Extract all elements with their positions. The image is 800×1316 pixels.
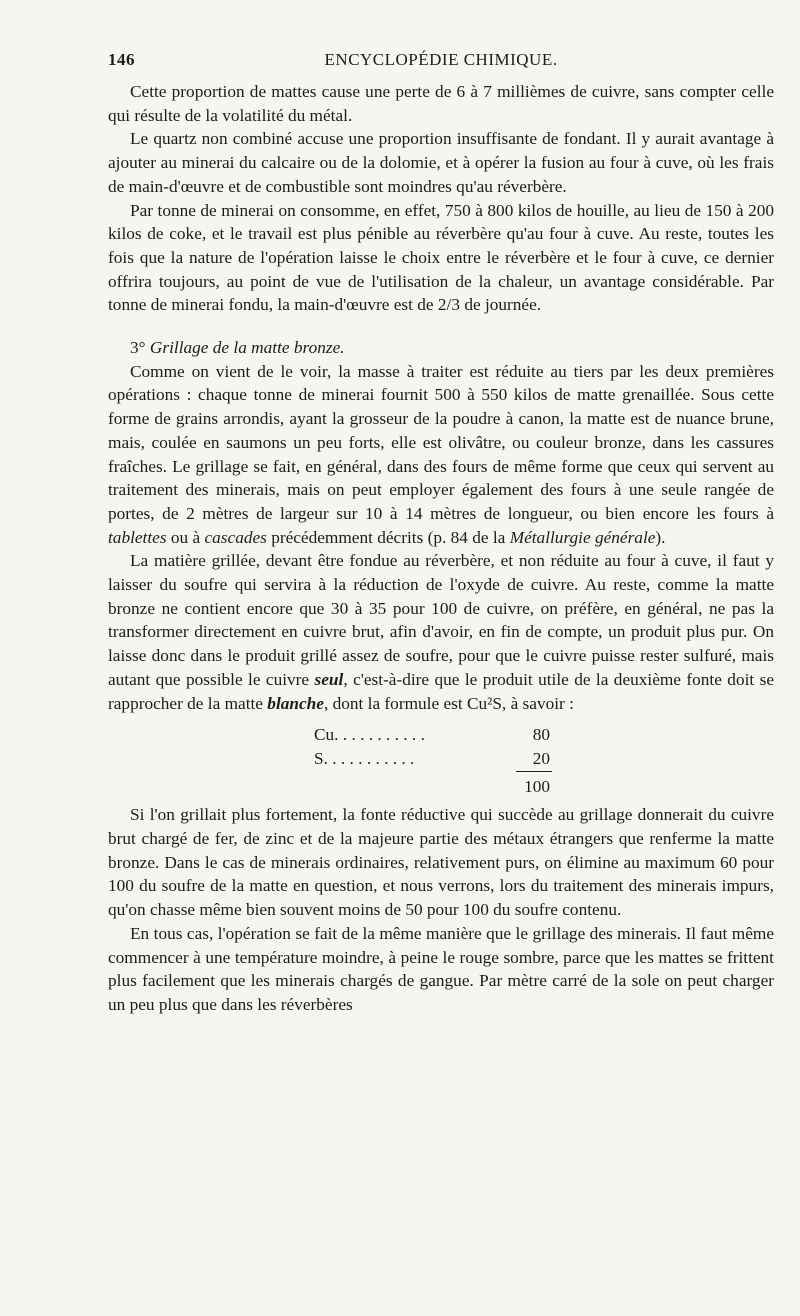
paragraph: La matière grillée, devant être fondue au réverbère, et non réduite au four à cuve, il faut y laisser du soufre qui servira à la réduction de l'oxyde de cuivre. Au reste, comme la matte bronze ne contient encore que 30 à 35 pour 100 de cuivre, on préfère, en général, ne pas la transformer directement en cuivre brut, afin d'avoir, en fin de compte, un produit plus pur. On laisse donc dans le produit grillé assez de soufre, pour que le cuivre puisse rester sulfuré, mais autant que possible le cuivre seul, c'est-à-dire que le produit utile de la deuxième fonte doit se rapprocher de la matte blanche, dont la formule est Cu²S, à savoir : <box>108 551 774 713</box>
formula-value: 80 <box>532 725 550 745</box>
section-number: 3° <box>130 338 146 358</box>
section-heading <box>108 336 774 360</box>
paragraph: Si l'on grillait plus fortement, la fonte réductive qui succède au grillage donnerait du cuivre brut chargé de fer, de zinc et de la majeure partie des métaux étrangers que renferme la matte bronze. Dans le cas de minerais ordinaires, relativement purs, on élimine au maximum 60 pour 100 du soufre de la matte en question, et nous verrons, lors du traitement des minerais impurs, qu'on chasse même bien souvent moins de 50 pour 100 du soufre contenu. <box>108 805 774 920</box>
paragraph: Le quartz non combiné accuse une proportion insuffisante de fondant. Il y aurait avantage à ajouter au minerai du calcaire ou de la dolomie, et à opérer la fusion au four à cuve, où les frais de main-d'œuvre et de combustible sont moindres qu'au réverbère. <box>108 129 774 196</box>
formula-row <box>108 747 774 771</box>
page-header <box>108 50 774 80</box>
formula-label: Cu. . . . . . . . . . . <box>314 725 425 745</box>
running-title: ENCYCLOPÉDIE CHIMIQUE. <box>324 50 558 69</box>
formula-total: 100 <box>524 777 550 797</box>
formula-total-row <box>108 771 774 795</box>
section-title: Grillage de la matte bronze. <box>149 338 345 358</box>
sum-rule <box>516 771 552 772</box>
paragraph: En tous cas, l'opération se fait de la même manière que le grillage des minerais. Il faut même commencer à une température moindre, à peine le rouge sombre, parce que les mattes se frittent plus facilement que les minerais chargés de gangue. Par mètre carré de la sole on peut charger un peu plus que dans les réverbères <box>108 923 774 1014</box>
formula-value: 20 <box>532 749 550 769</box>
formula-row <box>108 723 774 747</box>
composition-formula <box>108 723 774 795</box>
paragraph: Cette proportion de mattes cause une perte de 6 à 7 millièmes de cuivre, sans compter celle qui résulte de la volatilité du métal. <box>108 82 774 125</box>
page-number: 146 <box>108 50 135 69</box>
formula-label: S. . . . . . . . . . . <box>314 749 415 769</box>
paragraph: Comme on vient de le voir, la masse à traiter est réduite au tiers par les deux premières opérations : chaque tonne de minerai fournit 500 à 550 kilos de matte grenaillée. Sous cette forme de grains arrondis, ayant la grosseur de la poudre à canon, la matte est de nuance brune, mais, coulée en saumons un peu forts, elle est olivâtre, ou couleur bronze, dans les cassures fraîches. Le grillage se fait, en général, dans des fours de même forme que ceux qui servent au traitement des minerais, mais on peut employer également des fours à une seule rangée de portes, de 2 mètres de largeur sur 10 à 14 mètres de longueur, ou bien encore les fours à tablettes ou à cascades précédemment décrits (p. 84 de la Métallurgie générale). <box>108 361 774 547</box>
paragraph: Par tonne de minerai on consomme, en effet, 750 à 800 kilos de houille, au lieu de 150 à 200 kilos de coke, et le travail est plus pénible au réverbère qu'au four à cuve. Au reste, toutes les fois que la nature de l'opération laisse le choix entre le réverbère et le four à cuve, ce dernier offrira toujours, au point de vue de l'utilisation de la chaleur, un avantage considérable. Par tonne de minerai fondu, la main-d'œuvre est de 2/3 de journée. <box>108 200 774 315</box>
